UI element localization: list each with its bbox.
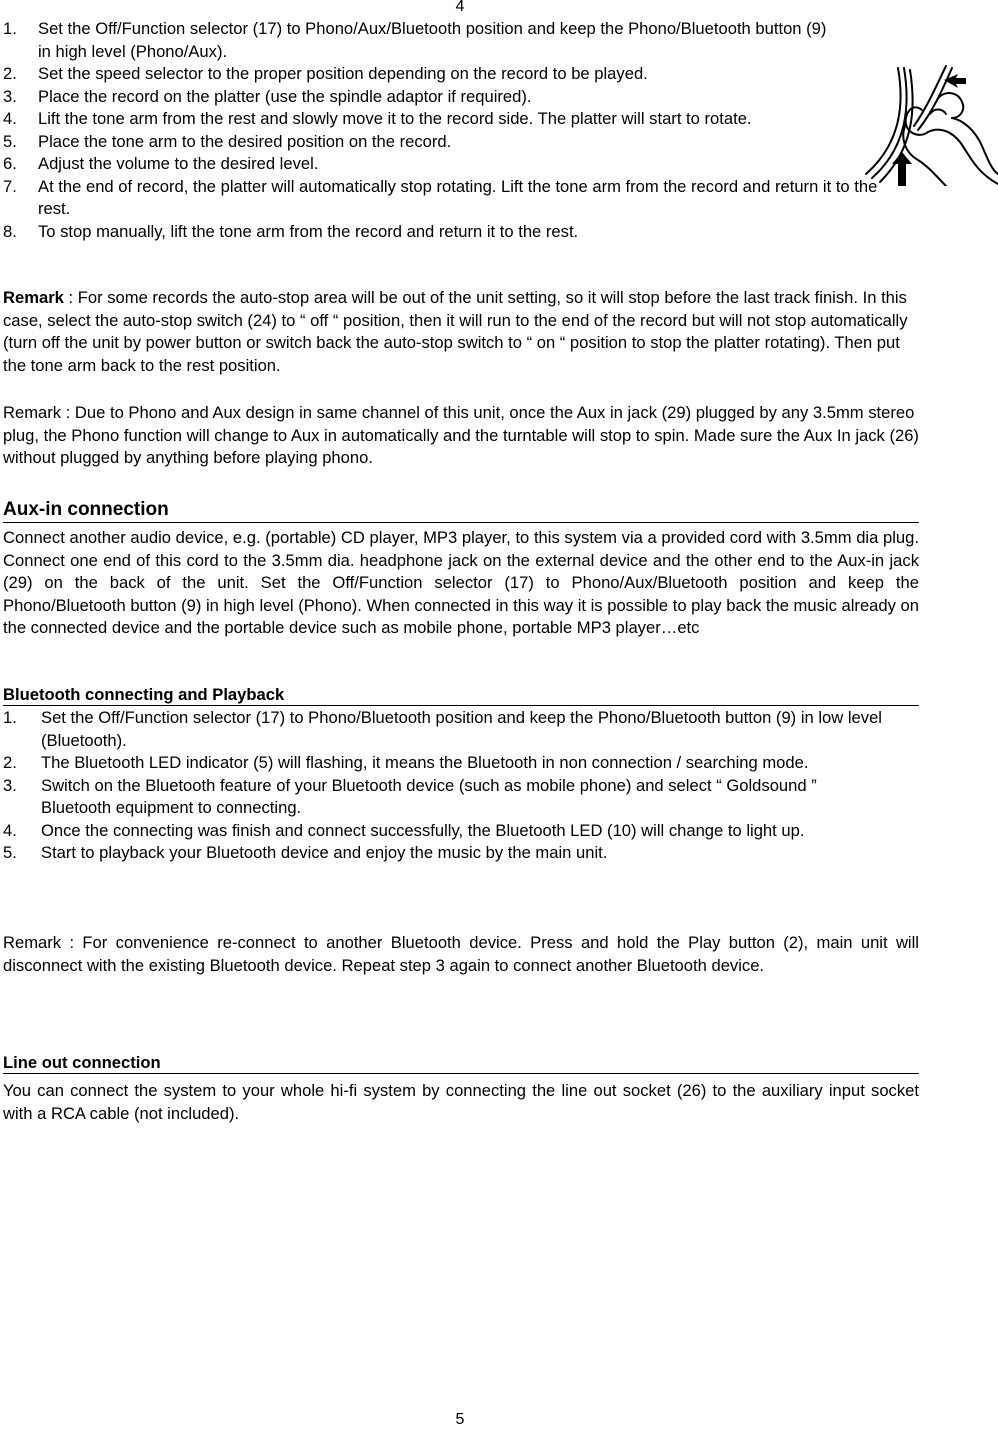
line-out-heading: Line out connection: [3, 1052, 919, 1074]
playback-steps-list: [3, 18, 903, 243]
step-text: Switch on the Bluetooth feature of your Bluetooth device (such as mobile phone) and select “ Goldsound ” Bluetooth equipment to connecting.: [41, 775, 817, 817]
list-item: [3, 707, 928, 752]
step-number: 1.: [3, 708, 17, 727]
bluetooth-remark: Remark : For convenience re-connect to another Bluetooth device. Press and hold the Play button (2), main unit will disconnect with the existing Bluetooth device. Repeat step 3 again to connect another Bluetooth device.: [3, 933, 919, 975]
step-text: At the end of record, the platter will automatically stop rotating. Lift the tone arm from the record and return it to the rest.: [38, 176, 878, 218]
step-text: Lift the tone arm from the rest and slowly move it to the record side. The platter will start to rotate.: [38, 109, 752, 128]
list-item: [3, 842, 928, 865]
line-out-body: You can connect the system to your whole hi-fi system by connecting the line out socket (26) to the auxiliary input socket with a RCA cable (not included).: [3, 1081, 919, 1123]
step-number: 8.: [3, 221, 17, 241]
page-number-top: 4: [455, 0, 465, 15]
list-item: [3, 18, 828, 63]
step-text: Set the Off/Function selector (17) to Phono/Aux/Bluetooth position and keep the Phono/Bluetooth button (9) in high level (Phono/Aux).: [38, 19, 827, 61]
list-item: [3, 820, 921, 843]
list-item: [3, 176, 903, 221]
step-number: 1.: [3, 19, 17, 38]
step-text: Once the connecting was finish and connect successfully, the Bluetooth LED (10) will change to light up.: [41, 820, 805, 840]
step-text: Start to playback your Bluetooth device and enjoy the music by the main unit.: [41, 843, 608, 862]
step-text: Place the record on the platter (use the spindle adaptor if required).: [38, 86, 532, 106]
list-item: [3, 63, 903, 86]
step-number: 2.: [3, 753, 17, 772]
list-item: [3, 108, 828, 131]
aux-phono-remark: Remark : Due to Phono and Aux design in same channel of this unit, once the Aux in jack (29) plugged by any 3.5mm stereo plug, the Phono function will change to Aux in automatically and the turntable will stop to spin. Made sure the Aux In jack (26) without plugged by anything before playing phono.: [3, 403, 919, 467]
step-text: Set the speed selector to the proper position depending on the record to be played.: [38, 64, 648, 83]
page-number-bottom: 5: [455, 1411, 465, 1428]
aux-in-body: Connect another audio device, e.g. (portable) CD player, MP3 player, to this system via a provided cord with 3.5mm dia plug. Connect one end of this cord to the 3.5mm dia. headphone jack on the external device and the other end to the Aux-in jack (29) on the back of the unit. Set the Off/Function selector (17) to Phono/Aux/Bluetooth position and keep the Phono/Bluetooth button (9) in high level (Phono). When connected in this way it is possible to play back the music already on the connected device and the portable device such as mobile phone, portable MP3 player…etc: [3, 528, 919, 637]
list-item: [3, 752, 891, 775]
remark-label: Remark: [3, 288, 64, 307]
step-number: 5.: [3, 843, 17, 862]
step-number: 3.: [3, 775, 17, 795]
step-text: Adjust the volume to the desired level.: [38, 154, 319, 173]
aux-in-heading: Aux-in connection: [3, 498, 919, 523]
step-number: 4.: [3, 820, 17, 840]
step-number: 7.: [3, 176, 17, 196]
step-number: 4.: [3, 109, 17, 128]
bluetooth-heading: Bluetooth connecting and Playback: [3, 684, 919, 706]
list-item: [3, 221, 903, 244]
step-text: The Bluetooth LED indicator (5) will flashing, it means the Bluetooth in non connection / searching mode.: [41, 753, 809, 772]
list-item: [3, 775, 871, 820]
step-number: 6.: [3, 154, 17, 173]
bluetooth-steps-list: [3, 707, 928, 865]
tone-arm-lift-illustration: [842, 62, 998, 186]
step-text: Place the tone arm to the desired position on the record.: [38, 131, 452, 151]
auto-stop-remark: [3, 287, 919, 377]
list-item: [3, 131, 903, 154]
step-number: 3.: [3, 86, 17, 106]
step-number: 5.: [3, 131, 17, 151]
step-number: 2.: [3, 64, 17, 83]
remark-text: : For some records the auto-stop area will be out of the unit setting, so it will stop before the last track finish. In this case, select the auto-stop switch (24) to “ off “ position, then it will run to the end of the record but will not stop automatically (turn off the unit by power button or switch back the auto-stop switch to “ on “ position to stop the platter rotating). Then put the tone arm back to the rest position.: [3, 288, 908, 375]
list-item: [3, 153, 903, 176]
list-item: [3, 86, 903, 109]
step-text: To stop manually, lift the tone arm from the record and return it to the rest.: [38, 221, 579, 241]
step-text: Set the Off/Function selector (17) to Phono/Bluetooth position and keep the Phono/Bluetooth button (9) in low level (Bluetooth).: [41, 708, 882, 750]
